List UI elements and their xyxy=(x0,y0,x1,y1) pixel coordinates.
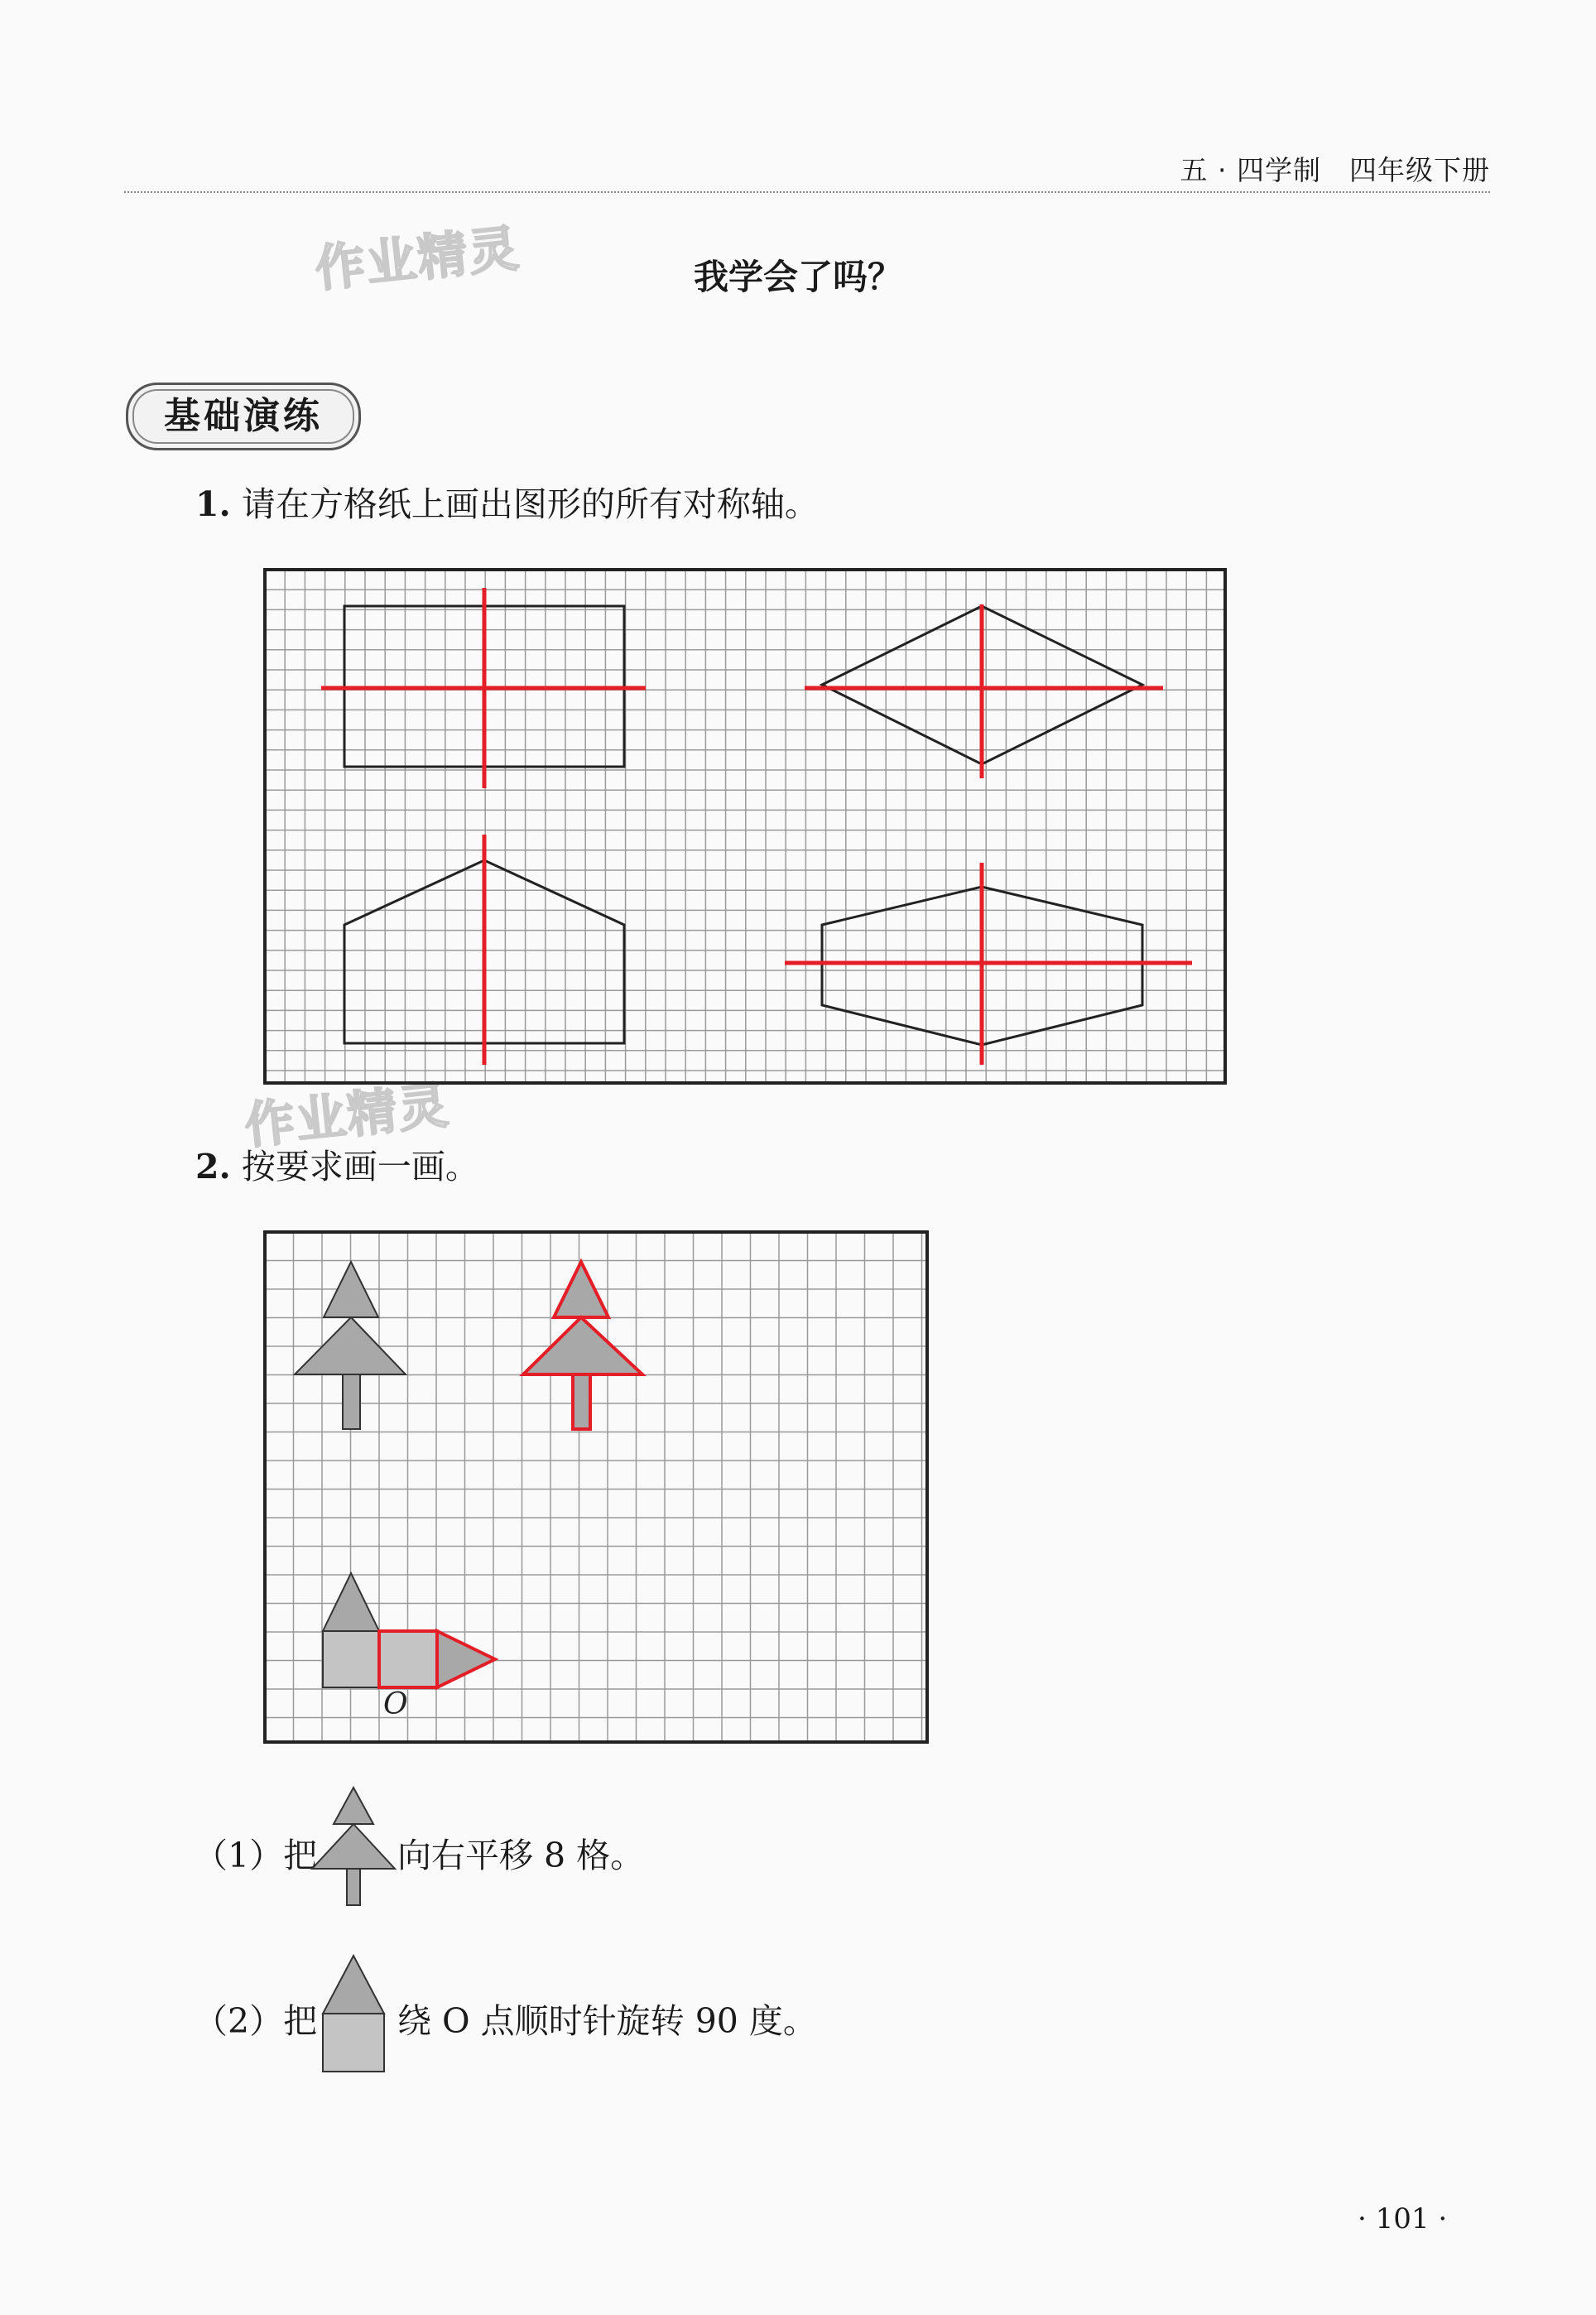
part-label: （2） xyxy=(194,2001,284,2041)
page-title: 我学会了吗？ xyxy=(693,257,902,297)
part-2-text: 绕 O 点顺时针旋转 90 度。 xyxy=(397,2001,817,2041)
part-1-text: 向右平移 8 格。 xyxy=(397,1836,645,1875)
part-prefix: 把 xyxy=(283,1836,318,1875)
question-number: 2. xyxy=(195,1147,231,1186)
house-rotated-answer xyxy=(379,1631,495,1687)
house-shape xyxy=(323,1573,379,1687)
section-label: 基础演练 xyxy=(164,395,323,437)
page-number: · 101 · xyxy=(1358,2202,1448,2236)
running-header: 五 · 四学制 四年级下册 xyxy=(1180,154,1490,186)
question-text: 请在方格纸上画出图形的所有对称轴。 xyxy=(241,484,819,524)
part-1 xyxy=(194,1828,317,1877)
point-o-label: O xyxy=(383,1687,408,1721)
watermark: 作业精灵 xyxy=(242,1076,453,1156)
part-prefix: 把 xyxy=(283,2001,318,2041)
part-label: （1） xyxy=(194,1836,284,1875)
question-number: 1. xyxy=(195,484,231,524)
house-icon xyxy=(320,1952,387,2075)
tree-icon xyxy=(308,1784,399,1908)
part-2 xyxy=(194,1994,317,2043)
watermark: 作业精灵 xyxy=(312,219,523,299)
question-text: 按要求画一画。 xyxy=(241,1147,479,1186)
